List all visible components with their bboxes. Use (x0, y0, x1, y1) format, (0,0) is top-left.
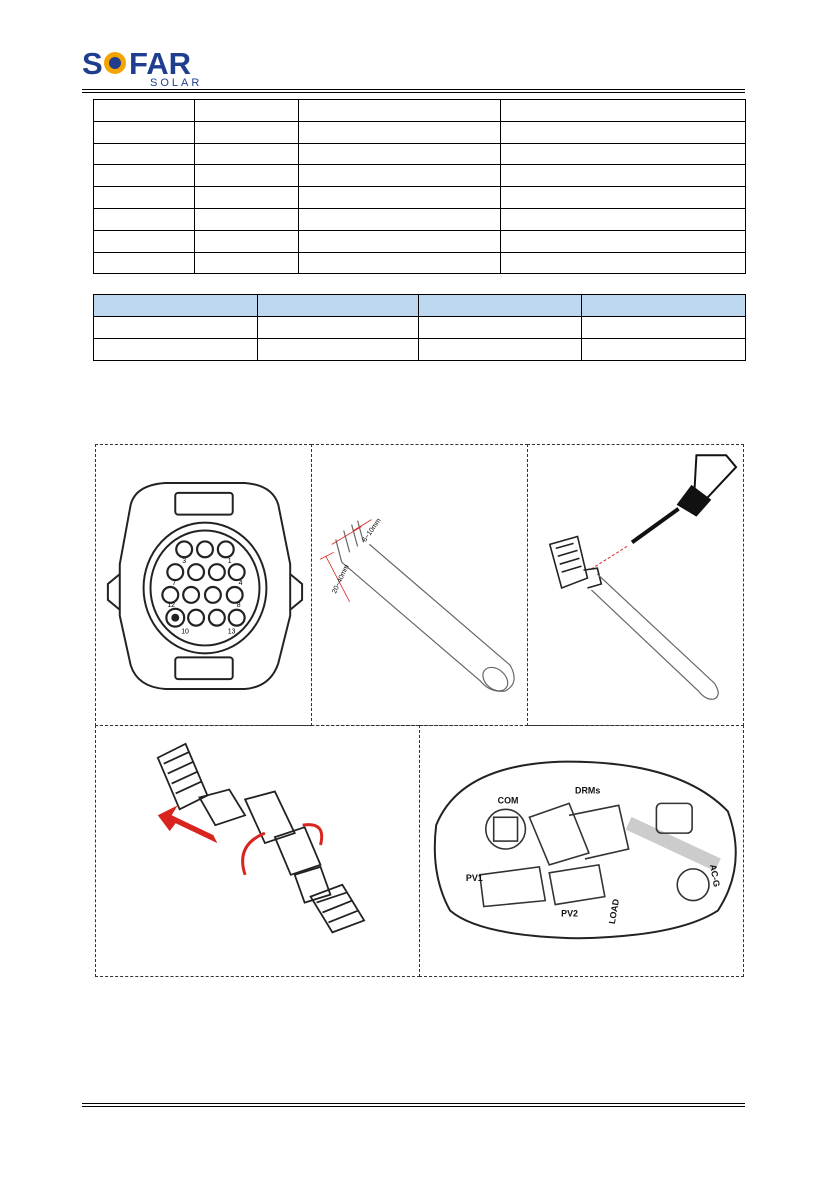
pin-label: 7 (172, 580, 177, 587)
pin-label: 4 (238, 580, 243, 587)
label-load: LOAD (606, 898, 622, 925)
table-row (94, 339, 746, 361)
pin-label: 13 (227, 628, 236, 636)
footer-rule-top (82, 1103, 745, 1104)
figure-inverter-ports (419, 725, 744, 977)
table-row (94, 100, 746, 122)
push-arrow-icon (158, 805, 218, 843)
table-row (94, 317, 746, 339)
header-rule-top (82, 89, 745, 90)
figure-connector-assembly (95, 725, 420, 977)
pin-label: 3 (182, 558, 187, 566)
pin-definition-table (93, 99, 746, 274)
screwdriver-icon (632, 455, 736, 542)
dimension-long: 20~40mm (331, 563, 351, 595)
table-row (94, 143, 746, 165)
label-com: COM (497, 795, 519, 806)
table-header-row (94, 295, 746, 317)
rotate-arrow-icon (243, 825, 322, 875)
table-row (94, 230, 746, 252)
table-row (94, 121, 746, 143)
figure-cable-strip (311, 444, 528, 726)
header-rule-bottom (82, 92, 745, 93)
sofar-solar-logo (82, 46, 242, 90)
brand-far: FAR (129, 46, 191, 81)
pin-label: 10 (181, 628, 189, 636)
cable-spec-table (93, 294, 746, 361)
table-row (94, 252, 746, 274)
label-ac: AC-G (708, 863, 722, 888)
pin-label: 1 (227, 558, 232, 566)
brand-s: S (82, 46, 103, 81)
pin-label: 8 (236, 601, 241, 609)
table-row (94, 165, 746, 187)
footer-rule-bottom (82, 1106, 745, 1107)
brand-solar: SOLAR (150, 77, 203, 89)
label-pv2: PV2 (561, 908, 579, 919)
table-row (94, 208, 746, 230)
label-drms: DRMs (575, 785, 601, 796)
pin-label: 12 (167, 601, 176, 609)
figure-screwdriver-wiring (527, 444, 744, 726)
table-row (94, 187, 746, 209)
label-pv1: PV1 (465, 872, 483, 883)
figure-connector-face (95, 444, 312, 726)
dimension-short: 6~10mm (361, 517, 383, 544)
